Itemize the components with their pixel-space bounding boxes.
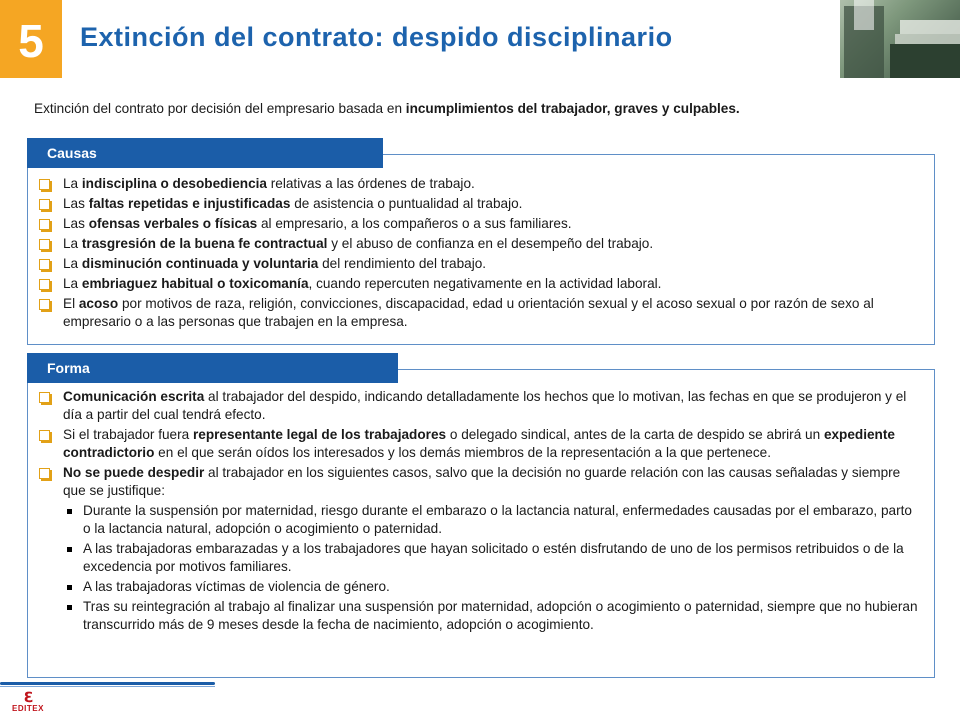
editex-logo-icon: ℇ: [23, 689, 33, 705]
checkbox-bullet-icon: [39, 392, 50, 403]
sub-list-item: Durante la suspensión por maternidad, riesgo durante el embarazo o la lactancia natural, enfermedades causadas por el embarazo, parto o la lactancia natural, adopción o acogimiento o paternidad.: [67, 502, 922, 538]
checkbox-bullet-icon: [39, 199, 50, 210]
sub-list-item: Tras su reintegración al trabajo al finalizar una suspensión por maternidad, adopción o acogimiento o paternidad, siempre que no hubieran transcurrido más de 9 meses desde la fecha de nacimiento, adopción o acogimiento.: [67, 598, 922, 634]
square-bullet-icon: [67, 605, 72, 610]
checkbox-bullet-icon: [39, 239, 50, 250]
intro-text-bold: incumplimientos del trabajador, graves y culpables.: [405, 101, 740, 116]
list-item: Si el trabajador fuera representante legal de los trabajadores o delegado sindical, antes de la carta de despido se abrirá un expediente contradictorio en el que serán oídos los interesados y los demás miembros de la representación a la que pertenece.: [39, 426, 922, 462]
forma-list: [39, 388, 922, 636]
list-item: Las ofensas verbales o físicas al empresario, a los compañeros o a sus familiares.: [39, 215, 922, 233]
editex-logo: [8, 690, 48, 716]
intro-text-normal: Extinción del contrato por decisión del empresario basada en: [34, 101, 406, 116]
square-bullet-icon: [67, 547, 72, 552]
intro-text: [34, 101, 740, 116]
causas-heading: Causas: [27, 138, 383, 168]
square-bullet-icon: [67, 509, 72, 514]
causas-list: [39, 175, 922, 333]
causas-box: [27, 154, 935, 345]
square-bullet-icon: [67, 585, 72, 590]
forma-box: [27, 369, 935, 678]
checkbox-bullet-icon: [39, 468, 50, 479]
list-item: La trasgresión de la buena fe contractual y el abuso de confianza en el desempeño del trabajo.: [39, 235, 922, 253]
list-item: La disminución continuada y voluntaria del rendimiento del trabajo.: [39, 255, 922, 273]
checkbox-bullet-icon: [39, 259, 50, 270]
checkbox-bullet-icon: [39, 299, 50, 310]
chapter-number: 5: [0, 0, 62, 78]
list-item: La indisciplina o desobediencia relativas a las órdenes de trabajo.: [39, 175, 922, 193]
list-item: Comunicación escrita al trabajador del despido, indicando detalladamente los hechos que lo motivan, las fechas en que se produjeron y el día a partir del cual tendrá efecto.: [39, 388, 922, 424]
list-item: El acoso por motivos de raza, religión, convicciones, discapacidad, edad u orientación sexual y el acoso sexual o por razón de sexo al empresario o a las personas que trabajen en la empresa.: [39, 295, 922, 331]
checkbox-bullet-icon: [39, 430, 50, 441]
footer-divider-thin: [0, 686, 215, 687]
sub-list-item: A las trabajadoras víctimas de violencia de género.: [67, 578, 922, 596]
footer-divider: [0, 682, 215, 685]
checkbox-bullet-icon: [39, 279, 50, 290]
page-title: Extinción del contrato: despido disciplinario: [80, 22, 673, 52]
header-photo: [840, 0, 960, 78]
exceptions-list: [67, 502, 922, 634]
list-item: Las faltas repetidas e injustificadas de asistencia o puntualidad al trabajo.: [39, 195, 922, 213]
sub-list-item: A las trabajadoras embarazadas y a los trabajadores que hayan solicitado o estén disfrutando de uno de los permisos retribuidos o de la excedencia por motivos familiares.: [67, 540, 922, 576]
list-item: La embriaguez habitual o toxicomanía, cuando repercuten negativamente en la actividad laboral.: [39, 275, 922, 293]
editex-logo-text: EDITEX: [12, 704, 44, 713]
checkbox-bullet-icon: [39, 219, 50, 230]
list-item: No se puede despedir al trabajador en los siguientes casos, salvo que la decisión no guarde relación con las causas señaladas y siempre que se justifique: Durante la suspensión por maternidad, riesgo durante el embarazo o la lactancia natural, enfermedades causadas por el embarazo, parto o la lactancia natural, adopción o acogimiento o paternidad. A las trabajadoras embarazadas y a los trabajadores que hayan solicitado o estén disfrutando de uno de los permisos retribuidos o de la excedencia por motivos familiares. A las trabajadoras víctimas de violencia de género. Tras su reintegración al trabajo al finalizar una suspensión por maternidad, adopción o acogimiento o paternidad, siempre que no hubieran transcurrido más de 9 meses desde la fecha de nacimiento, adopción o acogimiento.: [39, 464, 922, 634]
forma-heading: Forma: [27, 353, 398, 383]
header: [0, 0, 960, 78]
checkbox-bullet-icon: [39, 179, 50, 190]
